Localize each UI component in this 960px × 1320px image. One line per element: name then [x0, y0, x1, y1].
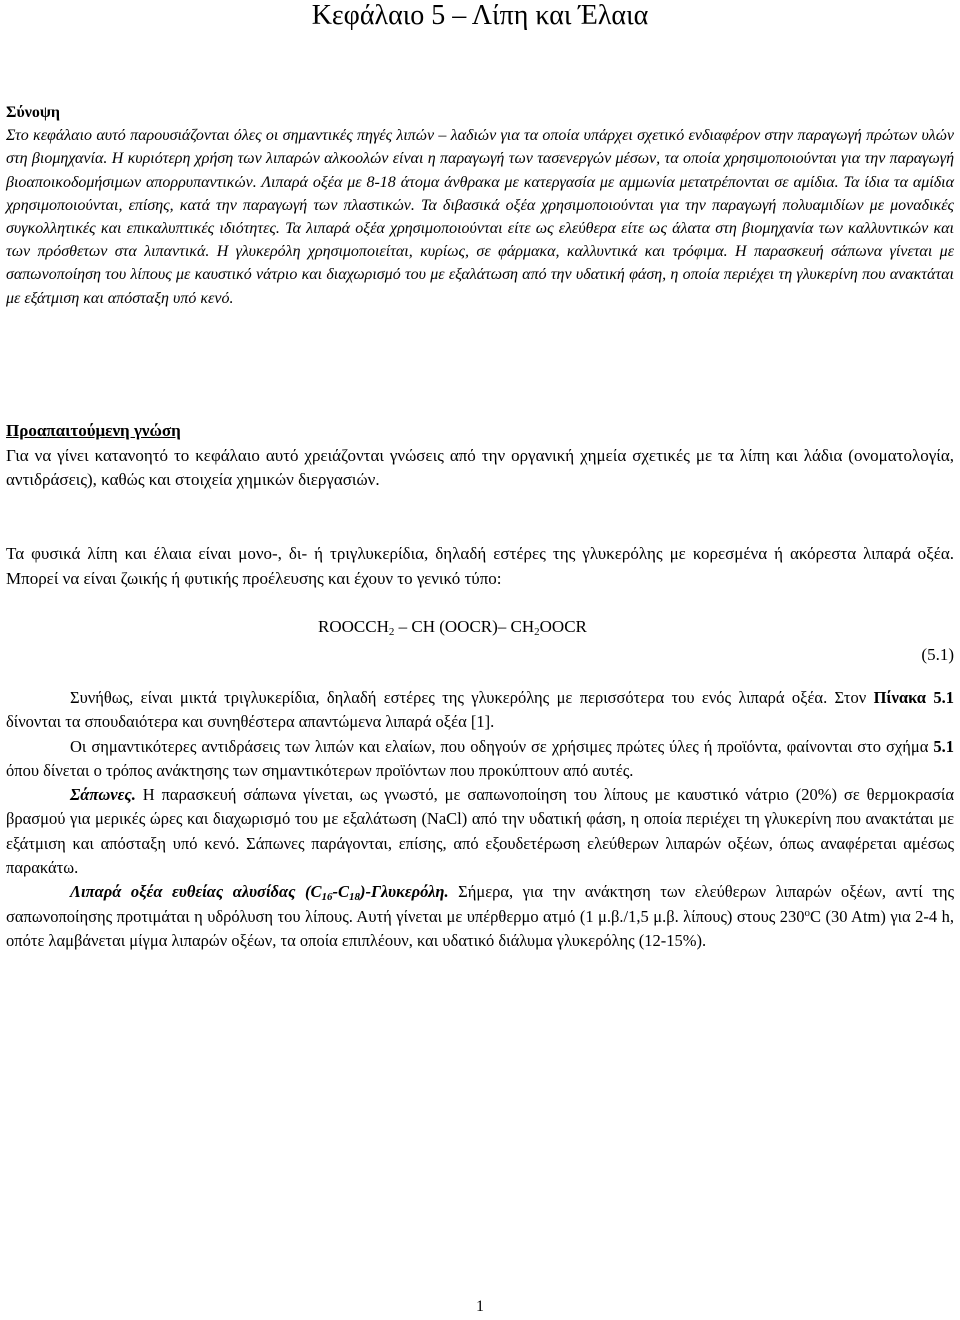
synopsis-text: Στο κεφάλαιο αυτό παρουσιάζονται όλες οι σημαντικές πηγές λιπών – λαδιών για τα οποία υπάρχει σχετικό ενδιαφέρον στην παραγωγή πρώτων υλών στη βιομηχανία. Η κυριότερη χρήση των λιπαρών αλκοολών είναι η παραγωγή των τασενεργών μέσων, τα οποία χρησιμοποιούνται για την παραγωγή βιοαποικοδομήσιμων απορρυπαντικών. Λιπαρά οξέα με 8-18 άτομα άνθρακα με κατεργασία με αμμωνία μετατρέπονται σε αμίδια. Τα ίδια τα αμίδια χρησιμοποιούνται, επίσης, κατά την παραγωγή των πλαστικών. Τα διβασικά οξέα χρησιμοποιούνται για την παραγωγή πολυαμιδίων με μοναδικές συγκολλητικές και επικαλυπτικές ιδιότητες. Τα λιπαρά οξέα χρησιμοποιούνται είτε ως ελεύθερα είτε ως άλατα στη βιομηχανία των καλλυντικών και των πρόσθετων στα λιπαντικά. Η γλυκερόλη χρησιμοποιείται, κυρίως, σε φάρμακα, καλλυντικά και τρόφιμα. Η παρασκευή σάπωνα γίνεται με σαπωνοποίηση του λίπους με καυστικό νάτριο και διαχωρισμό του με εξαλάτωση από την υδατική φάση, η οποία περιέχει τη γλυκερίνη που ανακτάται με εξάτμιση και απόσταξη υπό κενό.	[6, 127, 954, 307]
fatty-acids-subscript: 16	[321, 891, 333, 904]
fatty-acids-heading-part: -C	[332, 882, 350, 902]
prereq-text: Για να γίνει κατανοητό το κεφάλαιο αυτό χρειάζονται γνώσεις από την οργανική χημεία σχετικές με τα λίπη και λάδια (ονοματολογία, αντιδράσεις), καθώς και στοιχεία χημικών διεργασιών.	[6, 445, 954, 489]
degree-superscript: o	[804, 906, 811, 919]
intro-paragraph	[6, 542, 954, 591]
fatty-acids-heading-part: Λιπαρά οξέα ευθείας αλυσίδας (C	[70, 882, 322, 902]
soaps-heading: Σάπωνες.	[70, 785, 136, 805]
para2-text: Οι σημαντικότερες αντιδράσεις των λιπών και ελαίων, που οδηγούν σε χρήσιμες πρώτες ύλες ή προϊόντα, φαίνονται στο σχήμα	[70, 736, 934, 756]
formula-subscript: 2	[388, 626, 395, 638]
soaps-text: Η παρασκευή σάπωνα γίνεται, ως γνωστό, με σαπωνοποίηση του λίπους με καυστικό νάτριο (20%) σε θερμοκρασία βρασμού για μερικές ώρες και διαχωρισμό του με εξαλάτωση (NaCl) από την υδατική φάση, η οποία περιέχει τη γλυκερίνη που ανακτάται με εξάτμιση και απόσταξη υπό κενό. Σάπωνες παράγονται, επίσης, από εξουδετέρωση ελεύθερων λιπαρών οξέων, όπως αναφέρεται αμέσως παρακάτω.	[6, 785, 954, 878]
fatty-acids-text: C (30 Atm) για 2-4 h, οπότε λαμβάνεται μίγμα λιπαρών οξέων, τα οποία επιπλέουν, και υδατικό διάλυμα γλυκερόλης (12-15%).	[6, 906, 954, 950]
fatty-acids-heading-part: )-Γλυκερόλη.	[360, 882, 449, 902]
page-number: 1	[476, 1298, 484, 1315]
formula-part: – CH (OOCR)– CH	[394, 617, 535, 636]
fatty-acids-text: Σήμερα, για την ανάκτηση των ελεύθερων λιπαρών οξέων, αντί της σαπωνοποίησης προτιμάται η υδρόλυση του λίπους. Αυτή γίνεται με υπέρθερμο ατμό (1 μ.β./1,5 μ.β. λίπους) στους 230	[6, 882, 954, 926]
formula-part: OOCR	[539, 617, 587, 636]
paragraph-mixed-triglycerides	[6, 686, 954, 735]
para1-text: δίνονται τα σπουδαιότερα και συνηθέστερα απαντώμενα λιπαρά οξέα [1].	[6, 712, 495, 732]
para2-text: όπου δίνεται ο τρόπος ανάκτησης των σημαντικότερων προϊόντων που προκύπτουν από αυτές.	[6, 760, 634, 780]
paragraph-reactions	[6, 735, 954, 784]
paragraph-soaps	[6, 783, 954, 880]
general-formula	[318, 617, 587, 637]
synopsis-section	[6, 101, 954, 310]
chapter-title: Κεφάλαιο 5 – Λίπη και Έλαια	[311, 0, 649, 31]
main-body	[6, 686, 954, 953]
fatty-acids-heading	[70, 882, 449, 904]
formula-part: ROOCCH	[318, 617, 389, 636]
synopsis-heading: Σύνοψη	[6, 104, 61, 121]
fatty-acids-subscript: 18	[349, 891, 361, 904]
paragraph-fatty-acids	[6, 880, 954, 953]
para1-text: Συνήθως, είναι μικτά τριγλυκερίδια, δηλαδή εστέρες της γλυκερόλης με περισσότερα του ενός λιπαρά οξέα. Στον	[70, 688, 874, 707]
equation-number: (5.1)	[921, 645, 954, 664]
prereq-heading: Προαπαιτούμενη γνώση	[6, 421, 181, 440]
table-reference: Πίνακα 5.1	[873, 688, 954, 707]
formula-subscript: 2	[534, 626, 540, 638]
figure-reference: 5.1	[933, 736, 954, 756]
intro-text: Τα φυσικά λίπη και έλαια είναι μονο-, δι- ή τριγλυκερίδια, δηλαδή εστέρες της γλυκερόλης με κορεσμένα ή ακόρεστα λιπαρά οξέα. Μπορεί να είναι ζωικής ή φυτικής προέλευσης και έχουν το γενικό τύπο:	[6, 544, 954, 588]
prereq-section	[6, 419, 954, 493]
